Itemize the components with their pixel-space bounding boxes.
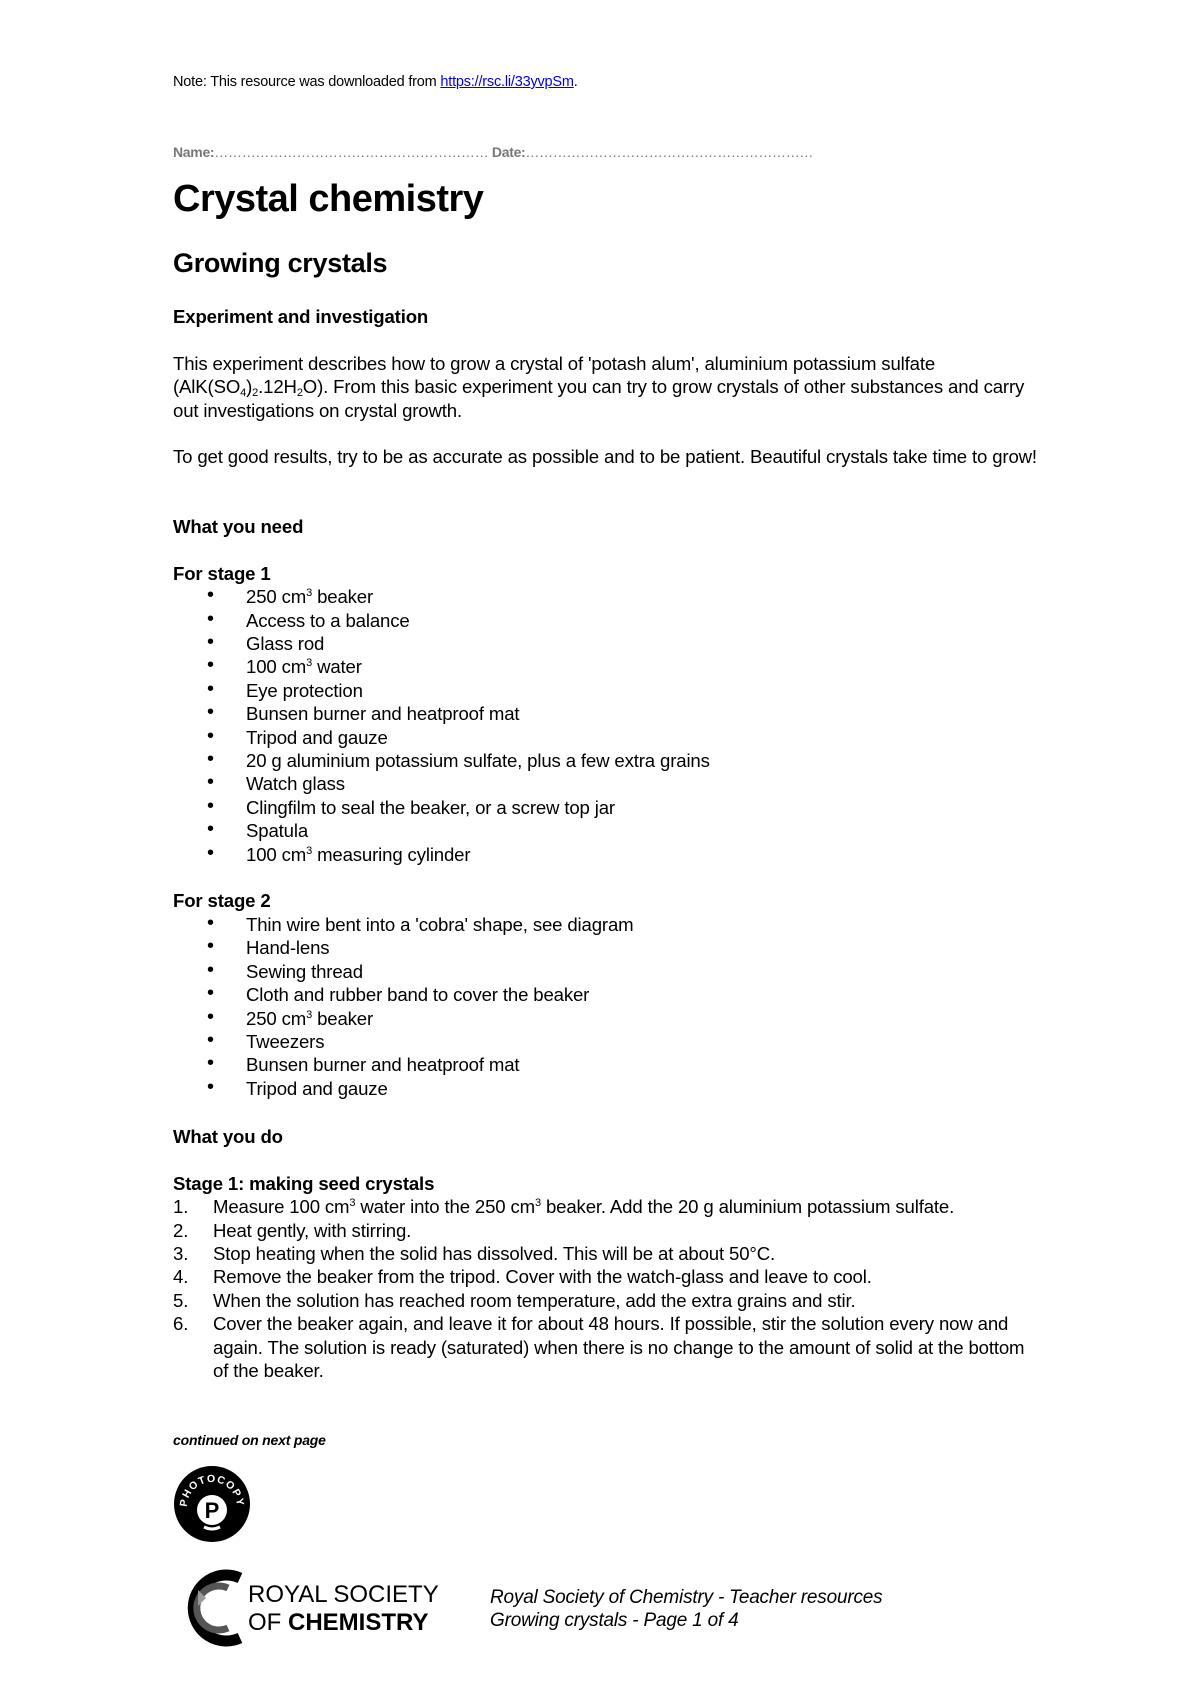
list-item: • Access to a balance: [173, 609, 1043, 632]
intro-paragraph: This experiment describes how to grow a crystal of 'potash alum', aluminium potassium sulfate $(AlK(SO_4)_2.12H_2O)$. From this basic experiment you can try to grow crystals of other substances and carry out investigations on crystal growth.: [173, 352, 1025, 421]
list-item: • Sewing thread: [173, 960, 1043, 983]
list-item: • 250 $cm^3$ beaker: [173, 585, 1043, 608]
stamp-letter: P: [204, 1498, 220, 1523]
list-item: • 250 $cm^3$ beaker: [173, 1007, 1043, 1030]
footer-line-1: Royal Society of Chemistry - Teacher resources: [490, 1587, 883, 1608]
stage-1-list: [173, 585, 1043, 866]
step-item: 1. Measure 100 $cm^3$ water into the 250 $cm^3$ beaker. Add the 20 g aluminium potassium sulfate.: [173, 1196, 955, 1218]
method-steps: [173, 1195, 1043, 1382]
list-item: • Bunsen burner and heatproof mat: [173, 702, 1043, 725]
list-item: • Eye protection: [173, 679, 1043, 702]
photocopy-stamp-icon: [173, 1465, 251, 1543]
download-note: Note: This resource was downloaded from https://rsc.li/33yvpSm.: [173, 74, 578, 90]
list-item: • Thin wire bent into a 'cobra' shape, see diagram: [173, 913, 1043, 936]
rsc-logo-icon: [193, 1575, 240, 1641]
list-item: • Glass rod: [173, 632, 1043, 655]
logo-line-2: OF CHEMISTRY: [248, 1609, 429, 1636]
list-item: • Tweezers: [173, 1030, 1043, 1053]
step-item: 6. Cover the beaker again, and leave it for about 48 hours. If possible, stir the solution every now and again. The solution is ready (saturated) when there is no change to the amount of solid at the bottom of the beaker.: [173, 1313, 1025, 1382]
name-date-line: [173, 144, 813, 160]
section-heading: What you do: [173, 1126, 283, 1147]
list-item: • Clingfilm to seal the beaker, or a screw top jar: [173, 796, 1043, 819]
list-item: • Tripod and gauze: [173, 1077, 1043, 1100]
date-label: Date:: [491, 144, 526, 160]
list-item: • Watch glass: [173, 772, 1043, 795]
step-item: 3. Stop heating when the solid has dissolved. This will be at about 50°C.: [173, 1243, 775, 1265]
name-blank: ……………………………………………………: [214, 144, 489, 160]
list-item: • Tripod and gauze: [173, 726, 1043, 749]
footer-line-2: Growing crystals - Page 1 of 4: [490, 1610, 739, 1631]
stamp-text: PHOTOCOPY: [177, 1472, 247, 1508]
page-subtitle: Growing crystals: [173, 248, 388, 278]
step-item: 5. When the solution has reached room temperature, add the extra grains and stir.: [173, 1289, 856, 1311]
footer: [490, 1586, 882, 1632]
section-intro: [173, 305, 1043, 469]
intro-paragraph-2: To get good results, try to be as accurate as possible and to be patient. Beautiful crystals take time to grow!: [173, 446, 1037, 468]
what-you-do: [173, 1125, 1043, 1382]
page-title: Crystal chemistry: [173, 178, 484, 220]
section-heading: Experiment and investigation: [173, 306, 429, 327]
section-heading: What you need: [173, 516, 304, 537]
continued-note: continued on next page: [173, 1432, 326, 1448]
name-label: Name:: [173, 144, 215, 160]
rsc-logo: [178, 1568, 448, 1648]
date-blank: ………………………………………………………: [525, 144, 814, 160]
list-item: • 100 $cm^3$ measuring cylinder: [173, 843, 1043, 866]
list-item: • Cloth and rubber band to cover the beaker: [173, 983, 1043, 1006]
step-item: 2. Heat gently, with stirring.: [173, 1219, 412, 1241]
step-item: 4. Remove the beaker from the tripod. Cover with the watch-glass and leave to cool.: [173, 1266, 872, 1288]
list-item: • Spatula: [173, 819, 1043, 842]
logo-line-1: ROYAL SOCIETY: [248, 1581, 439, 1608]
list-item: • 100 $cm^3$ water: [173, 655, 1043, 678]
source-link[interactable]: https://rsc.li/33yvpSm: [440, 74, 574, 90]
stage-2-list: [173, 913, 1043, 1100]
list-item: • 20 g aluminium potassium sulfate, plus a few extra grains: [173, 749, 1043, 772]
stage-2-heading: For stage 2: [173, 890, 271, 912]
stage-1-method-heading: Stage 1: making seed crystals: [173, 1172, 435, 1194]
list-item: • Bunsen burner and heatproof mat: [173, 1053, 1043, 1076]
what-you-need: [173, 515, 1043, 1100]
stage-1-heading: For stage 1: [173, 562, 271, 584]
list-item: • Hand-lens: [173, 936, 1043, 959]
